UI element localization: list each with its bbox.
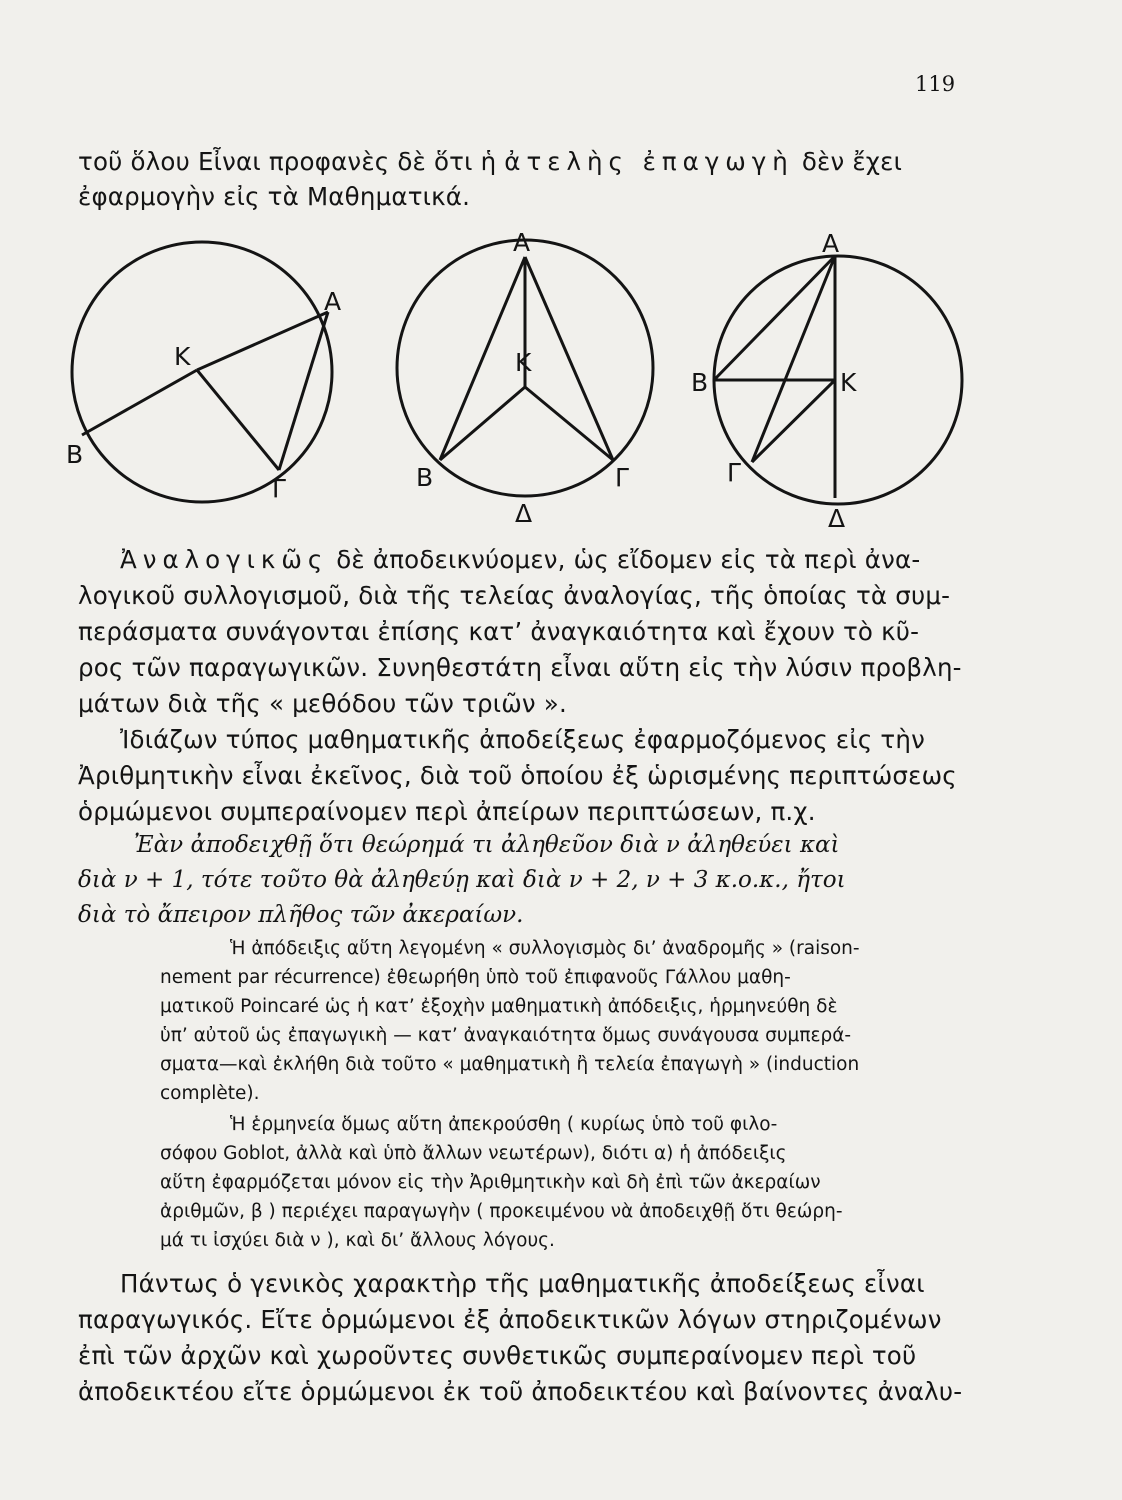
- figure-2-label-D: Δ: [515, 499, 533, 528]
- para3-line-3: ἐπὶ τῶν ἀρχῶν καὶ χωροῦντες συνθετικῶς συμπεραίνομεν περὶ τοῦ: [78, 1341, 917, 1370]
- figure-2-label-A: A: [513, 228, 531, 257]
- para3-line-4: ἀποδεικτέου εἴτε ὁρμώμενοι ἐκ τοῦ ἀποδεικτέου καὶ βαίνοντες ἀναλυ-: [78, 1377, 963, 1406]
- intro-line-1-lead: τοῦ ὅλου Εἶναι προφανὲς δὲ ὅτι ἡ: [78, 147, 497, 176]
- para2-line-3: ὁρμώμενοι συμπεραίνομεν περὶ ἀπείρων περιπτώσεων, π.χ.: [78, 797, 816, 826]
- figure-3-label-B: B: [691, 368, 709, 397]
- figure-3-chord-AG: [752, 256, 835, 462]
- para1-lead-spaced: Ἀναλογικῶς: [120, 545, 329, 574]
- page-number: 119: [915, 72, 956, 96]
- note2-line-2: σόφου Goblot, ἀλλὰ καὶ ὑπὸ ἄλλων νεωτέρων), διότι α) ἡ ἀπόδειξις: [160, 1143, 787, 1164]
- figure-1-label-A: A: [324, 287, 342, 316]
- note1-line-4: ὑπ’ αὐτοῦ ὡς ἐπαγωγικὴ — κατ’ ἀναγκαιότητα ὅμως συνάγουσα συμπερά-: [160, 1025, 852, 1046]
- intro-line-1-tail: δὲν ἔχει: [801, 147, 903, 176]
- figure-1-label-K: K: [174, 342, 191, 371]
- figure-1-label-G: Γ: [272, 474, 286, 503]
- note2-line-3: αὕτη ἐφαρμόζεται μόνον εἰς τὴν Ἀριθμητικὴν καὶ δὴ ἐπὶ τῶν ἀκεραίων: [160, 1172, 821, 1193]
- figure-3-label-K: K: [840, 368, 857, 397]
- example-line-2: διὰ ν + 1, τότε τοῦτο θὰ ἀληθεύῃ καὶ διὰ ν + 2, ν + 3 κ.ο.κ., ἤτοι: [78, 867, 846, 893]
- note1-line-1: Ἡ ἀπόδειξις αὕτη λεγομένη « συλλογισμὸς δι’ ἀναδρομῆς » (raison-: [230, 938, 860, 959]
- note2-line-5: μά τι ἰσχύει διὰ ν ), καὶ δι’ ἄλλους λόγους.: [160, 1230, 555, 1251]
- example-line-1: Ἐὰν ἀποδειχθῇ ὅτι θεώρημά τι ἀληθεῦον διὰ ν ἀληθεύει καὶ: [134, 832, 840, 858]
- figure-1-radius-KB: [82, 370, 197, 435]
- note1-line-6: complète).: [160, 1083, 260, 1104]
- figure-3-label-A: A: [822, 229, 840, 258]
- note1-line-3: ματικοῦ Poincaré ὡς ἡ κατ’ ἐξοχὴν μαθηματικὴ ἀπόδειξις, ἡρμηνεύθη δὲ: [160, 996, 838, 1017]
- intro-line-1-spaced: ἀτελὴς ἐπαγωγὴ: [504, 147, 794, 176]
- note2-line-1: Ἡ ἑρμηνεία ὅμως αὕτη ἀπεκρούσθη ( κυρίως ὑπὸ τοῦ φιλο-: [230, 1114, 778, 1135]
- para3-line-2: παραγωγικός. Εἴτε ὁρμώμενοι ἐξ ἀποδεικτικῶν λόγων στηριζομένων: [78, 1305, 942, 1334]
- para1-line-1-rest: δὲ ἀποδεικνύομεν, ὡς εἴδομεν εἰς τὰ περὶ ἀνα-: [336, 545, 921, 574]
- geometry-figures: [0, 0, 1122, 560]
- note1-line-2: nement par récurrence) ἐθεωρήθη ὑπὸ τοῦ ἐπιφανοῦς Γάλλου μαθη-: [160, 967, 791, 988]
- para2-line-1: Ἰδιάζων τύπος μαθηματικῆς ἀποδείξεως ἐφαρμοζόμενος εἰς τὴν: [120, 725, 925, 754]
- note2-line-4: ἀριθμῶν, β ) περιέχει παραγωγὴν ( προκειμένου νὰ ἀποδειχθῇ ὅτι θεώρη-: [160, 1201, 843, 1222]
- figure-2-chord-AB: [440, 257, 525, 460]
- figure-3-radius-KG: [752, 380, 835, 462]
- figure-2-label-B: B: [416, 463, 434, 492]
- figure-1-radius-KA: [197, 312, 328, 370]
- figure-1-label-B: B: [66, 440, 84, 469]
- figure-2-label-K: K: [515, 348, 532, 377]
- para1-line-1: [120, 545, 962, 574]
- figure-1-circle: [72, 242, 332, 502]
- figure-1-radius-KG: [197, 370, 279, 470]
- para1-line-4: ρος τῶν παραγωγικῶν. Συνηθεστάτη εἶναι αὕτη εἰς τὴν λύσιν προβλη-: [78, 653, 962, 682]
- para3-line-1: Πάντως ὁ γενικὸς χαρακτὴρ τῆς μαθηματικῆς ἀποδείξεως εἶναι: [120, 1269, 925, 1298]
- para2-line-2: Ἀριθμητικὴν εἶναι ἐκεῖνος, διὰ τοῦ ὁποίου ἐξ ὡρισμένης περιπτώσεως: [78, 761, 957, 790]
- figure-2-radius-KG: [525, 387, 613, 460]
- figure-3-label-G: Γ: [727, 458, 741, 487]
- note1-line-5: σματα—καὶ ἐκλήθη διὰ τοῦτο « μαθηματικὴ ἢ τελεία ἐπαγωγὴ » (induction: [160, 1054, 860, 1075]
- figure-3-label-D: Δ: [828, 504, 846, 533]
- figure-2-chord-AG: [525, 257, 613, 460]
- para1-line-2: λογικοῦ συλλογισμοῦ, διὰ τῆς τελείας ἀναλογίας, τῆς ὁποίας τὰ συμ-: [78, 581, 951, 610]
- intro-line-2: ἐφαρμογὴν εἰς τὰ Μαθηματικά.: [78, 182, 471, 211]
- figure-2-radius-KB: [440, 387, 525, 460]
- figure-1-chord-AG: [279, 312, 328, 470]
- figure-2-label-G: Γ: [615, 463, 629, 492]
- example-line-3: διὰ τὸ ἄπειρον πλῆθος τῶν ἀκεραίων.: [78, 902, 524, 928]
- para1-line-5: μάτων διὰ τῆς « μεθόδου τῶν τριῶν ».: [78, 689, 567, 718]
- para1-line-3: περάσματα συνάγονται ἐπίσης κατ’ ἀναγκαιότητα καὶ ἔχουν τὸ κῦ-: [78, 617, 920, 646]
